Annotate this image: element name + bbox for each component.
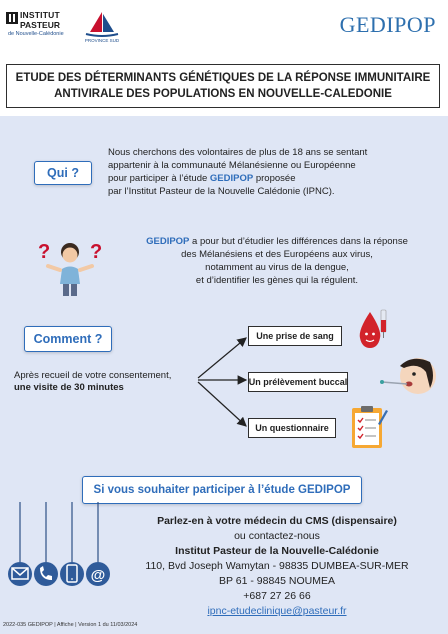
contact-line5: BP 61 - 98845 NOUMEA [219, 575, 335, 587]
province-text: PROVINCE SUD [84, 38, 120, 43]
contact-line4: 110, Bvd Joseph Wamytan - 98835 DUMBEA-SUR-MER [145, 560, 409, 572]
contact-block [112, 514, 442, 619]
qui-line1: Nous cherchons des volontaires de plus de 18 ans se sentant [108, 147, 368, 158]
contact-line6: +687 27 26 66 [243, 590, 311, 602]
institut-pasteur-mark-icon [6, 12, 18, 24]
qui-text [108, 146, 428, 198]
gedipop-text [122, 235, 432, 287]
contact-line2: ou contactez-nous [234, 530, 320, 542]
qui-line2: appartenir à la communauté Mélanésienne ou Européenne [108, 160, 356, 171]
contact-email-link[interactable]: ipnc-etudeclinique@pasteur.fr [207, 605, 347, 617]
step-questionnaire: Un questionnaire [248, 418, 336, 438]
institut-line2: PASTEUR [20, 20, 60, 30]
arrow-blood [198, 338, 246, 378]
gedipop-logo: GEDIPOP [339, 12, 436, 37]
title-line1: ETUDE DES DÉTERMINANTS GÉNÉTIQUES DE LA RÉPONSE IMMUNITAIRE [15, 72, 431, 84]
communication-icons [0, 502, 120, 602]
participate-banner: Si vous souhaiter participer à l’étude GEDIPOP [82, 476, 362, 504]
mouth-swab-icon [378, 352, 436, 402]
consent-intro [14, 370, 171, 394]
qui-line4: par l’Institut Pasteur de la Nouvelle Calédonie (IPNC). [108, 186, 335, 197]
consent-line1: Après recueil de votre consentement, [14, 370, 172, 381]
mobile-icon [60, 562, 84, 586]
title-band [0, 60, 448, 116]
header [0, 0, 448, 52]
qui-line3-highlight: GEDIPOP [209, 173, 254, 184]
qui-line3-pre: pour participer à l’étude [108, 173, 210, 184]
contact-line3: Institut Pasteur de la Nouvelle-Calédonie [175, 545, 379, 557]
gedipop-line1 [122, 235, 432, 248]
gedipop-line1-post: a pour but d’étudier les différences dans la réponse [189, 236, 408, 247]
gedipop-line3: notamment au virus de la dengue, [205, 262, 349, 273]
qui-line3 [108, 172, 428, 185]
institut-line3: de Nouvelle-Calédonie [8, 31, 64, 37]
clipboard-icon [348, 404, 388, 450]
thinking-person-icon [36, 236, 104, 298]
blood-drop-icon [354, 306, 390, 354]
svg-text:?: ? [38, 241, 51, 263]
main-panel [0, 116, 448, 634]
footer-version: 2022-035 GEDIPOP | Affiche | Version 1 du 11/03/2024 [3, 622, 138, 628]
gedipop-line1-highlight: GEDIPOP [146, 236, 190, 247]
consent-line2: une visite de 30 minutes [14, 382, 124, 393]
contact-line1: Parlez-en à votre médecin du CMS (dispensaire) [157, 515, 397, 527]
step-blood-sample: Une prise de sang [248, 326, 342, 346]
qui-line3-post: proposée [253, 173, 296, 184]
province-sud-logo [82, 8, 122, 46]
comment-label: Comment ? [24, 326, 112, 352]
title-box [6, 64, 440, 108]
phone-icon [34, 562, 58, 586]
gedipop-line4: et d’identifier les gènes qui la régulent. [195, 275, 359, 286]
qui-label: Qui ? [34, 161, 92, 185]
svg-text:@: @ [90, 567, 106, 584]
arrow-quest [198, 382, 246, 426]
institut-pasteur-logo [6, 10, 82, 40]
mail-icon [8, 562, 32, 586]
step-buccal-sample: Un prélèvement buccal [248, 372, 348, 392]
svg-text:?: ? [90, 241, 103, 263]
sailboat-icon [82, 8, 122, 38]
gedipop-line2: des Mélanésiens et des Européens aux virus, [181, 249, 373, 260]
title-line2: ANTIVIRALE DES POPULATIONS EN NOUVELLE-CALEDONIE [54, 88, 392, 100]
at-icon [86, 562, 110, 586]
institut-line1: INSTITUT [20, 10, 60, 20]
